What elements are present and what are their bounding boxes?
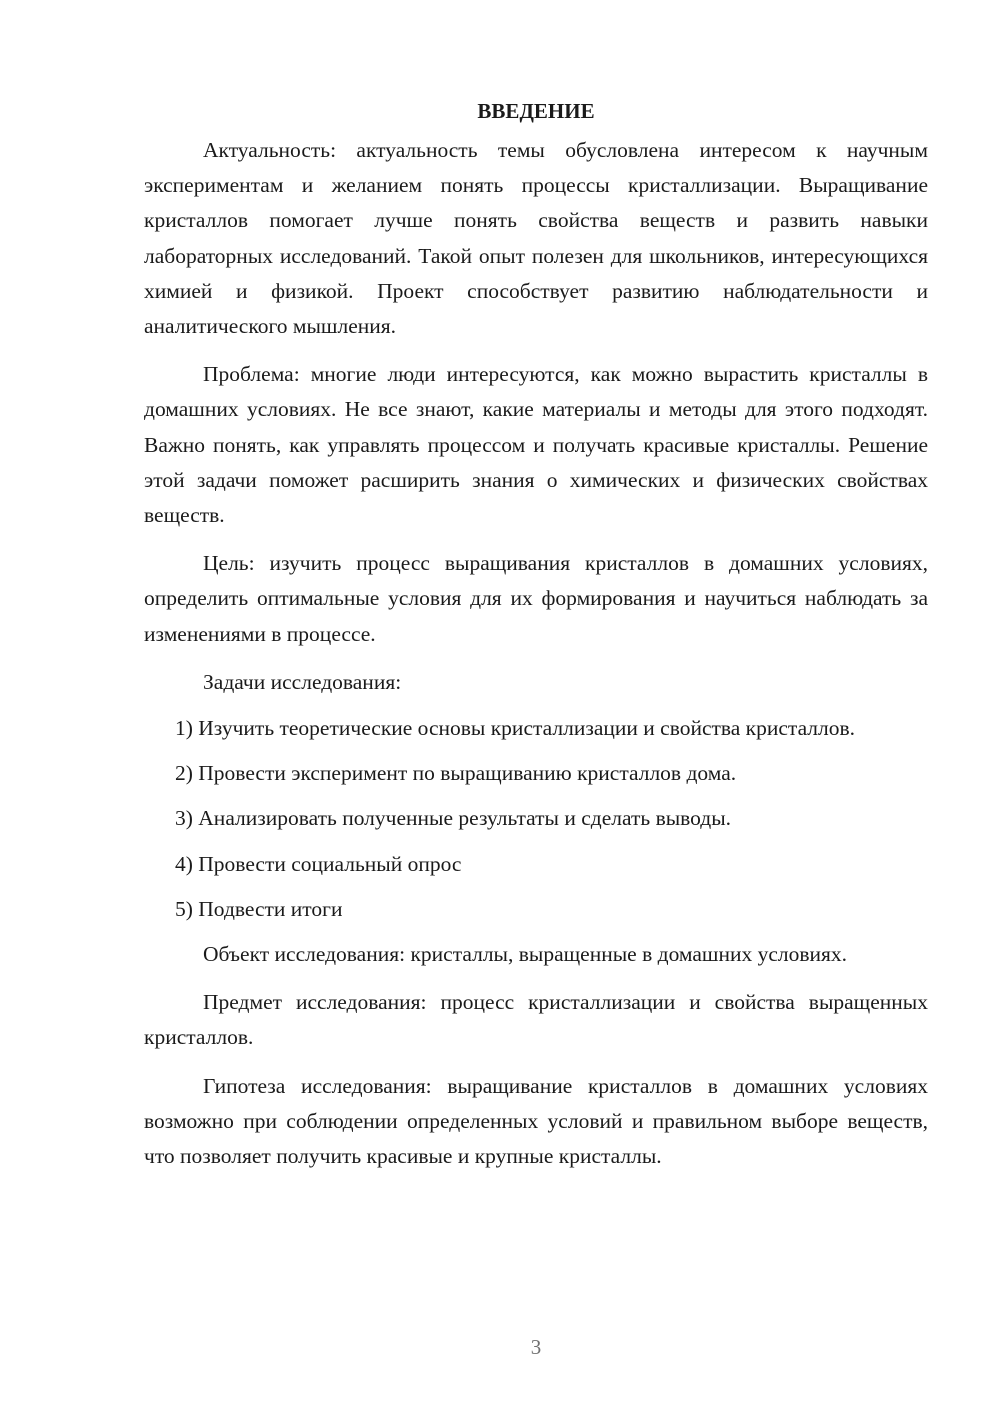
goal-paragraph: Цель: изучить процесс выращивания кристаллов в домашних условиях, определить оптимальные условия для их формирования и научиться наблюдать за изменениями в процессе. bbox=[144, 551, 928, 646]
page-content bbox=[144, 96, 928, 1187]
hypothesis-paragraph: Гипотеза исследования: выращивание кристаллов в домашних условиях возможно при соблюдении определенных условий и правильном выборе веществ, что позволяет получить красивые и крупные кристаллы. bbox=[144, 1073, 928, 1169]
tasks-list bbox=[144, 711, 928, 927]
object-paragraph: Объект исследования: кристаллы, выращенные в домашних условиях. bbox=[203, 942, 848, 967]
list-item: 2) Провести эксперимент по выращиванию кристаллов дома. bbox=[175, 761, 737, 786]
page-title: ВВЕДЕНИЕ bbox=[477, 99, 595, 123]
list-item: 4) Провести социальный опрос bbox=[175, 851, 462, 876]
problem-paragraph: Проблема: многие люди интересуются, как можно вырастить кристаллы в домашних условиях. Не все знают, какие материалы и методы для этого подходят. Важно понять, как управлять процессом и получать красивые кристаллы. Решение этой задачи поможет расширить знания о химических и физических свойствах веществ. bbox=[144, 362, 928, 528]
subject-paragraph: Предмет исследования: процесс кристаллизации и свойства выращенных кристаллов. bbox=[144, 990, 928, 1050]
list-item: 3) Анализировать полученные результаты и сделать выводы. bbox=[175, 806, 732, 831]
list-item: 5) Подвести итоги bbox=[175, 896, 343, 921]
tasks-heading: Задачи исследования: bbox=[203, 669, 402, 694]
list-item: 1) Изучить теоретические основы кристаллизации и свойства кристаллов. bbox=[175, 716, 856, 741]
page-number: 3 bbox=[530, 1335, 542, 1359]
relevance-paragraph: Актуальность: актуальность темы обусловлена интересом к научным экспериментам и желанием понять процессы кристаллизации. Выращивание кристаллов помогает лучше понять свойства веществ и развить навыки лабораторных исследований. Такой опыт полезен для школьников, интересующихся химией и физикой. Проект способствует развитию наблюдательности и аналитического мышления. bbox=[144, 138, 928, 339]
